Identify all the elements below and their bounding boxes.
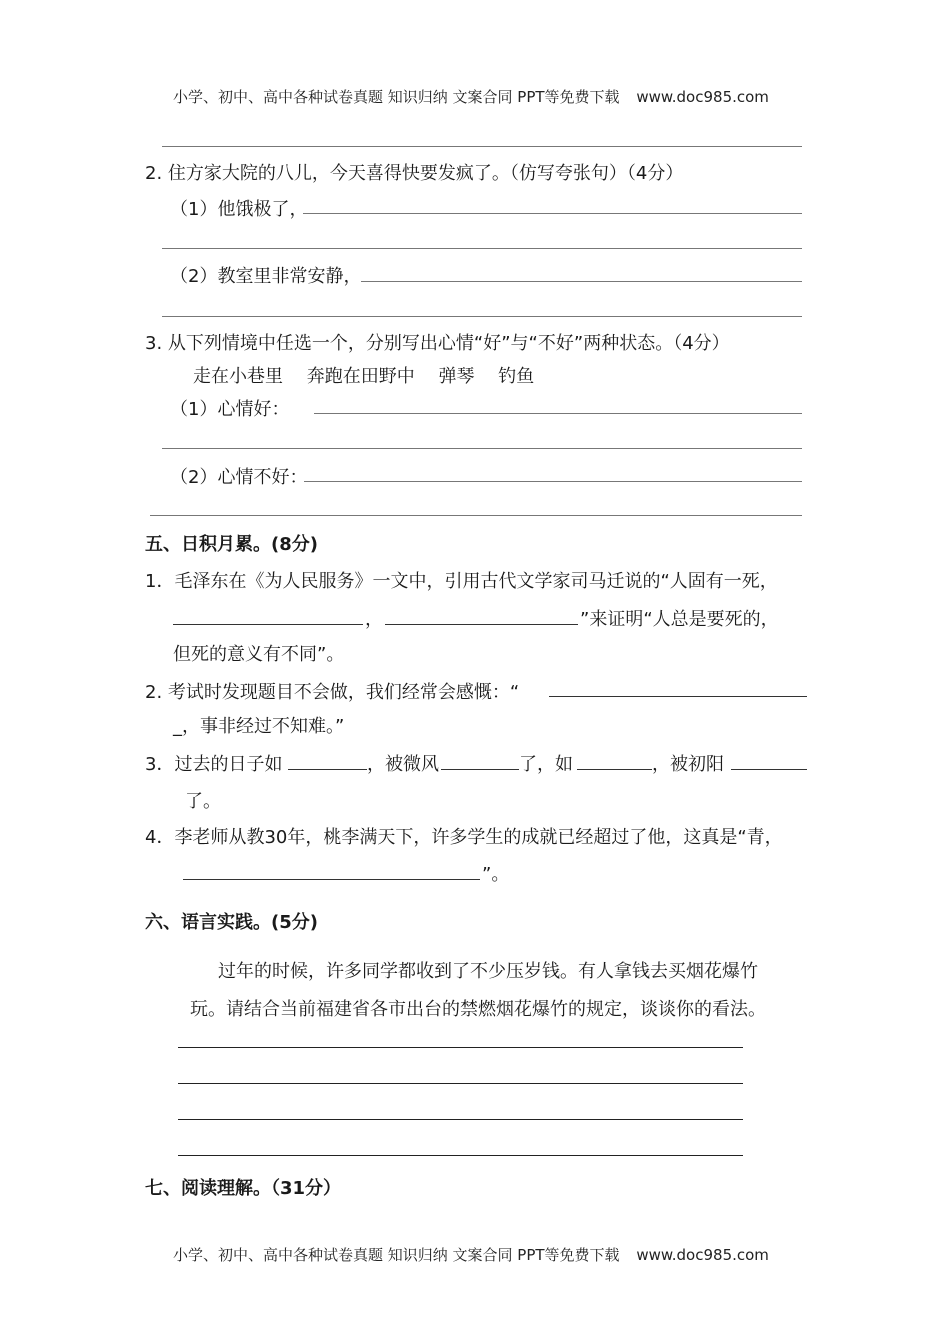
blank	[173, 624, 363, 625]
answer-line	[361, 281, 802, 282]
option: 奔跑在田野中	[306, 366, 415, 387]
answer-line	[150, 515, 802, 516]
s5-q4-line1: 4．李老师从教30年，桃李满天下，许多学生的成就已经超过了他，这真是“青，	[145, 827, 783, 848]
question-2-title: 2. 住方家大院的八儿，今天喜得快要发疯了。（仿写夸张句）（4分）	[145, 163, 684, 184]
page-header	[173, 86, 769, 107]
writing-line	[178, 1047, 743, 1048]
question-3-item-2: （2）心情不好：	[170, 467, 308, 488]
footer-text: 小学、初中、高中各种试卷真题 知识归纳 文案合同 PPT等免费下载	[173, 1246, 620, 1264]
blank	[183, 879, 480, 880]
header-url: www.doc985.com	[636, 88, 769, 106]
s5-q4-line2: ”。	[482, 864, 510, 885]
question-2-item-1: （1）他饿极了，	[170, 199, 308, 220]
answer-line	[303, 213, 802, 214]
blank	[288, 769, 367, 770]
s6-prompt-line2: 玩。请结合当前福建省各市出台的禁燃烟花爆竹的规定，谈谈你的看法。	[190, 999, 766, 1020]
blank	[385, 624, 578, 625]
option: 走在小巷里	[193, 366, 283, 387]
s5-q1-comma: ，	[365, 609, 383, 630]
s5-q1-line1: 1．毛泽东在《为人民服务》一文中，引用古代文学家司马迁说的“人固有一死，	[145, 571, 778, 592]
s5-q3-c: 了，如	[519, 754, 573, 775]
question-2-item-2: （2）教室里非常安静，	[170, 266, 362, 287]
s5-q3-e: 了。	[185, 791, 221, 812]
s5-q3-a: 3．过去的日子如	[145, 754, 283, 775]
option: 钓鱼	[498, 366, 535, 387]
page-footer	[173, 1244, 769, 1265]
section-6-title: 六、语言实践。(5分)	[145, 912, 318, 933]
s5-q2-line2: _，事非经过不知难。”	[173, 716, 345, 737]
s5-q3-b: ，被微风	[367, 754, 439, 775]
section-7-title: 七、阅读理解。（31分）	[145, 1178, 342, 1199]
answer-line	[162, 316, 802, 317]
blank	[731, 769, 807, 770]
s5-q1-line3: 但死的意义有不同”。	[173, 644, 345, 665]
answer-line	[304, 481, 802, 482]
answer-line	[162, 146, 802, 147]
blank	[549, 696, 807, 697]
header-text: 小学、初中、高中各种试卷真题 知识归纳 文案合同 PPT等免费下载	[173, 88, 620, 106]
question-3-options	[193, 362, 534, 388]
s5-q1-line2: ”来证明“人总是要死的，	[580, 609, 779, 630]
answer-line	[314, 413, 802, 414]
s5-q2-line1: 2. 考试时发现题目不会做，我们经常会感慨：“	[145, 682, 520, 703]
writing-line	[178, 1155, 743, 1156]
question-3-title: 3. 从下列情境中任选一个，分别写出心情“好”与“不好”两种状态。（4分）	[145, 333, 730, 354]
question-3-item-1: （1）心情好：	[170, 399, 290, 420]
blank	[577, 769, 652, 770]
writing-line	[178, 1083, 743, 1084]
section-5-title: 五、日积月累。(8分)	[145, 534, 318, 555]
blank	[441, 769, 519, 770]
option: 弹琴	[438, 366, 475, 387]
s6-prompt-line1: 过年的时候，许多同学都收到了不少压岁钱。有人拿钱去买烟花爆竹	[218, 961, 758, 982]
footer-url: www.doc985.com	[636, 1246, 769, 1264]
writing-line	[178, 1119, 743, 1120]
s5-q3-d: ，被初阳	[652, 754, 724, 775]
answer-line	[162, 248, 802, 249]
answer-line	[162, 448, 802, 449]
